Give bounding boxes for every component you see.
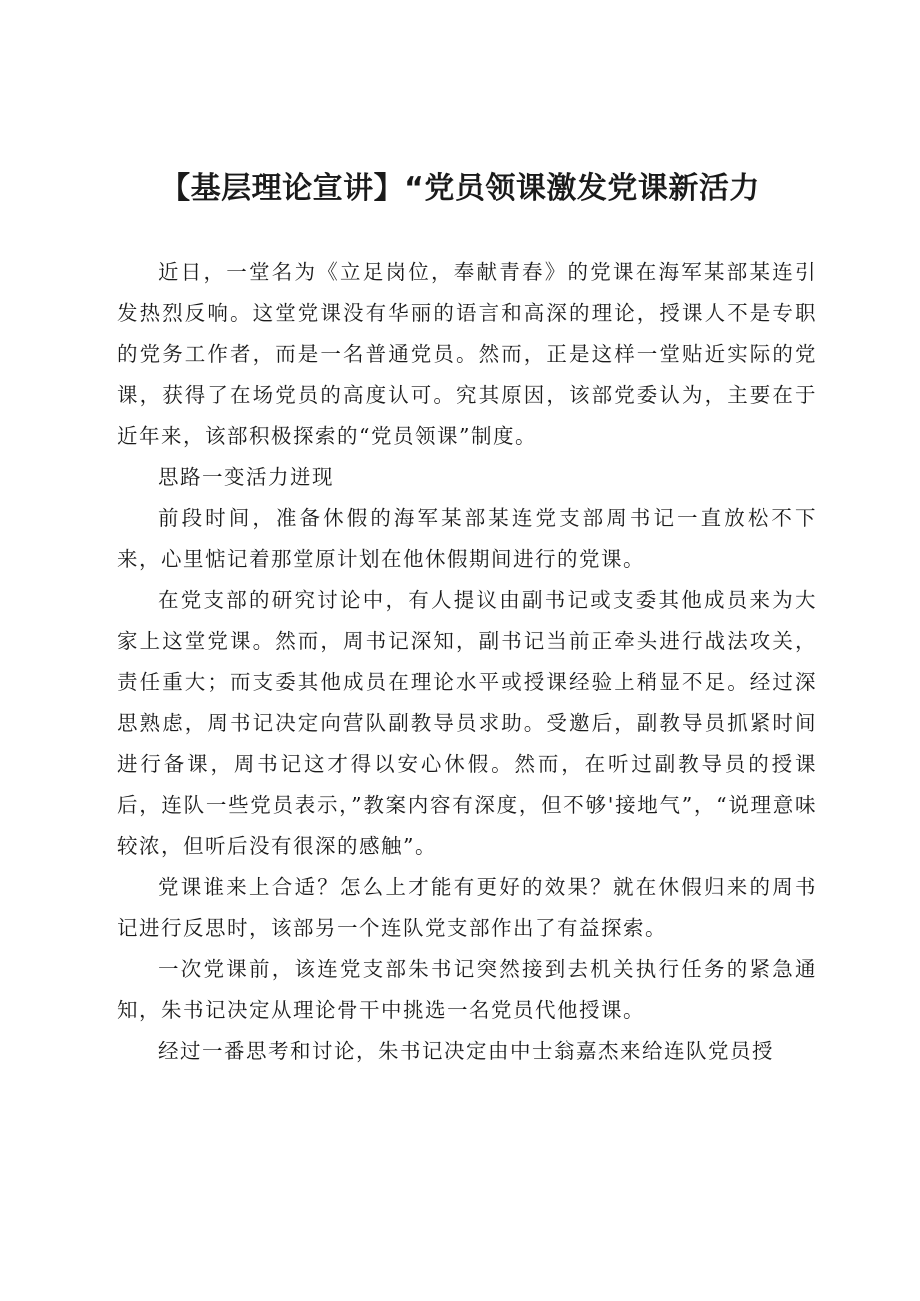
paragraph: 党课谁来上合适？怎么上才能有更好的效果？就在休假归来的周书记进行反思时，该部另一个连队党支部作出了有益探索。 <box>117 875 817 940</box>
paragraph: 经过一番思考和讨论，朱书记决定由中士翁嘉杰来给连队党员授 <box>158 1039 774 1063</box>
paragraph: 前段时间，准备休假的海军某部某连党支部周书记一直放松不下来，心里惦记着那堂原计划在他休假期间进行的党课。 <box>117 506 817 571</box>
paragraph: 近日，一堂名为《立足岗位，奉献青春》的党课在海军某部某连引发热烈反响。这堂党课没有华丽的语言和高深的理论，授课人不是专职的党务工作者，而是一名普通党员。然而，正是这样一堂贴近实际的党课，获得了在场党员的高度认可。究其原因，该部党委认为，主要在于近年来，该部积极探索的“党员领课”制度。 <box>117 260 817 448</box>
document-title: 【基层理论宣讲】“党员领课激发党课新活力 <box>160 171 760 206</box>
paragraph: 一次党课前，该连党支部朱书记突然接到去机关执行任务的紧急通知，朱书记决定从理论骨干中挑选一名党员代他授课。 <box>117 957 817 1022</box>
paragraph: 在党支部的研究讨论中，有人提议由副书记或支委其他成员来为大家上这堂党课。然而，周书记深知，副书记当前正牵头进行战法攻关，责任重大；而支委其他成员在理论水平或授课经验上稍显不足。经过深思熟虑，周书记决定向营队副教导员求助。受邀后，副教导员抓紧时间进行备课，周书记这才得以安心休假。然而，在听过副教导员的授课后，连队一些党员表示，”教案内容有深度，但不够'接地气”，“说理意味较浓，但听后没有很深的感触”。 <box>117 588 817 858</box>
document-body <box>117 252 817 1072</box>
section-heading: 思路一变活力迸现 <box>158 465 334 489</box>
